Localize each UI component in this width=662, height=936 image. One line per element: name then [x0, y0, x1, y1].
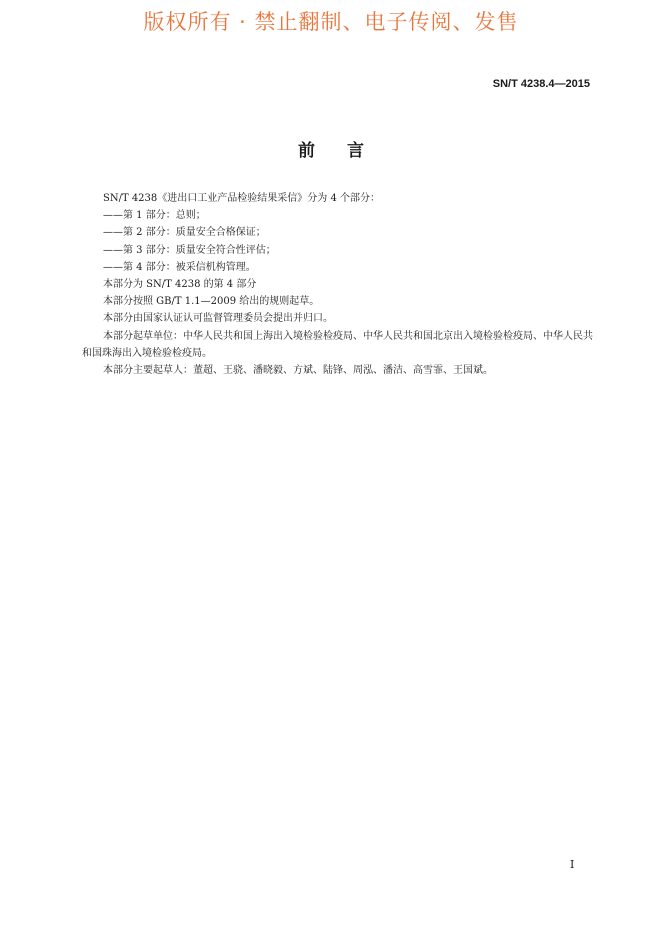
- list-item-part-3: ——第 3 部分：质量安全符合性评估；: [103, 244, 276, 256]
- paragraph-drafting-rules: 本部分按照 GB/T 1.1—2009 给出的规则起草。: [103, 296, 320, 308]
- paragraph-intro: SN/T 4238《进出口工业产品检验结果采信》分为 4 个部分：: [103, 193, 380, 204]
- page-number: I: [570, 858, 575, 871]
- paragraph-drafters: 本部分主要起草人：董超、王骁、潘晓毅、方斌、陆锋、周泓、潘洁、高雪霏、王国斌。: [103, 365, 493, 377]
- list-item-part-4: ——第 4 部分：被采信机构管理。: [103, 261, 256, 273]
- list-item-part-2: ——第 2 部分：质量安全合格保证；: [103, 227, 266, 239]
- copyright-watermark: 版权所有 · 禁止翻制、电子传阅、发售: [143, 10, 519, 34]
- document-code: SN/T 4238.4—2015: [492, 78, 590, 90]
- list-item-part-1: ——第 1 部分：总则；: [103, 210, 206, 222]
- paragraph-proposer: 本部分由国家认证认可监督管理委员会提出并归口。: [103, 313, 333, 325]
- foreword-title: 前言: [298, 141, 396, 161]
- paragraph-scope: 本部分为 SN/T 4238 的第 4 部分: [103, 279, 257, 291]
- paragraph-drafting-units: 本部分起草单位：中华人民共和国上海出入境检验检疫局、中华人民共和国北京出入境检验检疫局、中华人民共和国珠海出入境检验检疫局。: [82, 330, 593, 359]
- foreword-body: [82, 190, 594, 379]
